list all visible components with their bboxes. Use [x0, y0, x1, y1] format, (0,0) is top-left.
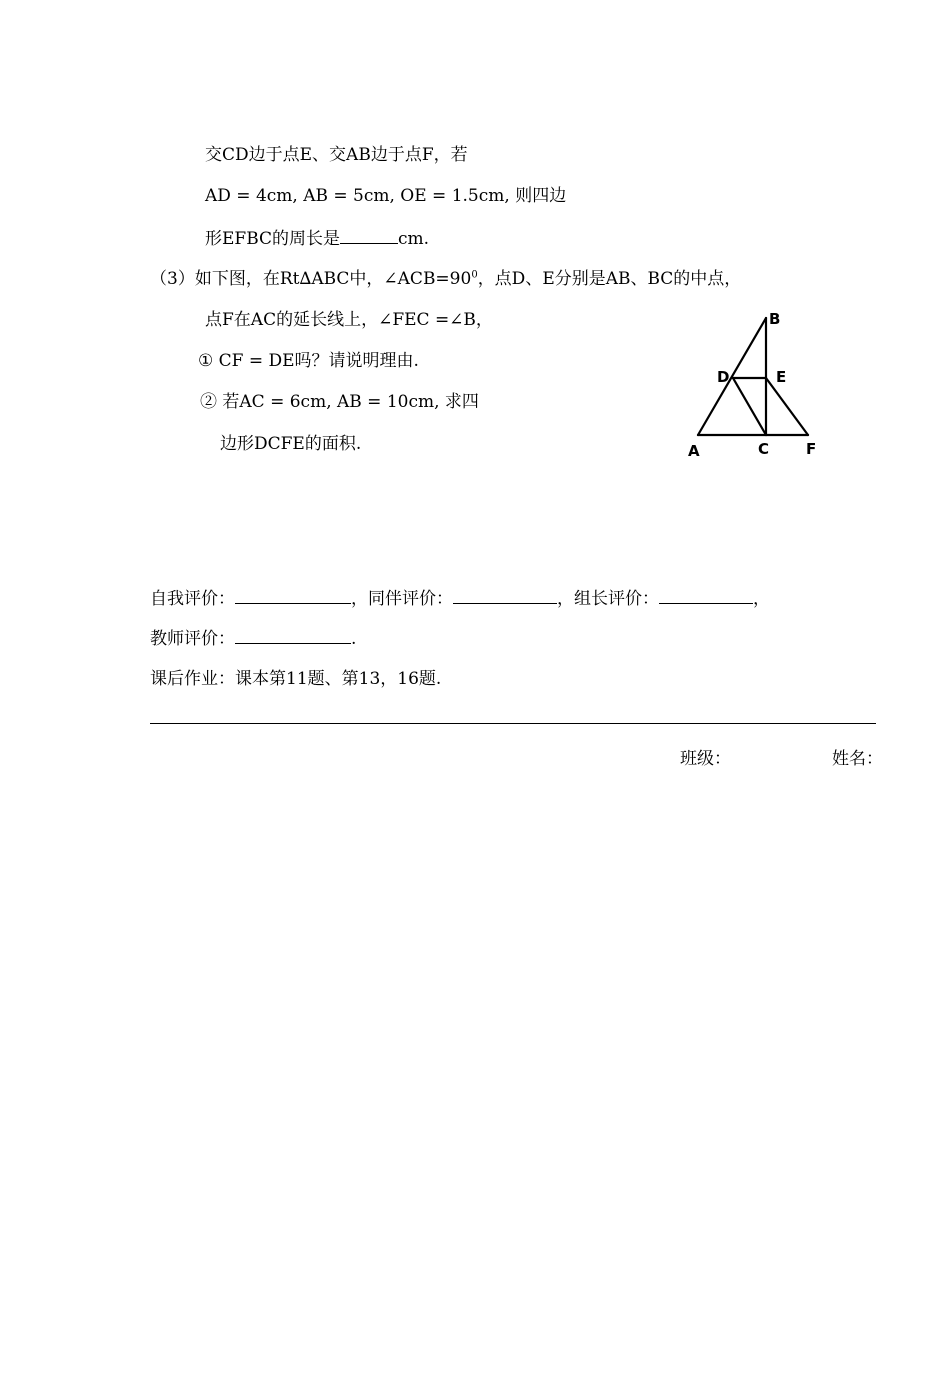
self-eval-blank [235, 587, 351, 604]
problem2-line3 [205, 227, 429, 250]
triangle-figure [680, 300, 830, 465]
problem3-question1: ① CF = DE吗？请说明理由. [198, 351, 419, 371]
evaluation-line [150, 587, 770, 610]
answer-blank [340, 227, 398, 244]
problem3-line1 [150, 268, 741, 290]
peer-eval-label: ，同伴评价： [351, 589, 453, 609]
problem3-line2: 点F在AC的延长线上，∠FEC =∠B， [205, 310, 493, 330]
class-label: 班级： [680, 749, 731, 769]
self-eval-label: 自我评价： [150, 589, 235, 609]
leader-eval-label: ，组长评价： [557, 589, 659, 609]
problem2-line3-prefix: 形EFBC的周长是 [205, 229, 341, 249]
label-d: D [717, 368, 730, 386]
label-b: B [769, 310, 781, 328]
problem2-line3-suffix: cm. [398, 229, 430, 249]
teacher-eval-label: 教师评价： [150, 629, 235, 649]
teacher-eval-end: . [351, 629, 357, 649]
leader-eval-blank [659, 587, 753, 604]
divider-line [150, 723, 876, 724]
problem2-line2: AD = 4cm, AB = 5cm, OE = 1.5cm, 则四边 [205, 186, 567, 206]
segment-ef [766, 378, 808, 435]
teacher-eval-blank [235, 627, 351, 644]
peer-eval-blank [453, 587, 557, 604]
problem3-line1-prefix: （3）如下图，在Rt∆ABC中，∠ACB=90 [150, 269, 472, 289]
label-a: A [688, 442, 700, 460]
problem3-question2-cont: 边形DCFE的面积. [220, 434, 362, 454]
name-label: 姓名： [832, 749, 883, 769]
degree-superscript: 0 [471, 269, 478, 281]
segment-dc [733, 378, 766, 435]
label-c: C [758, 440, 770, 458]
evaluation-end-comma: ， [753, 589, 770, 609]
teacher-eval-line [150, 627, 356, 650]
label-f: F [806, 440, 817, 458]
problem3-line1-suffix: ，点D、E分别是AB、BC的中点， [477, 269, 742, 289]
homework-line: 课后作业：课本第11题、第13，16题. [150, 669, 442, 689]
problem3-question2: ② 若AC = 6cm, AB = 10cm, 求四 [200, 392, 479, 412]
problem2-line1: 交CD边于点E、交AB边于点F，若 [205, 145, 468, 165]
label-e: E [776, 368, 787, 386]
